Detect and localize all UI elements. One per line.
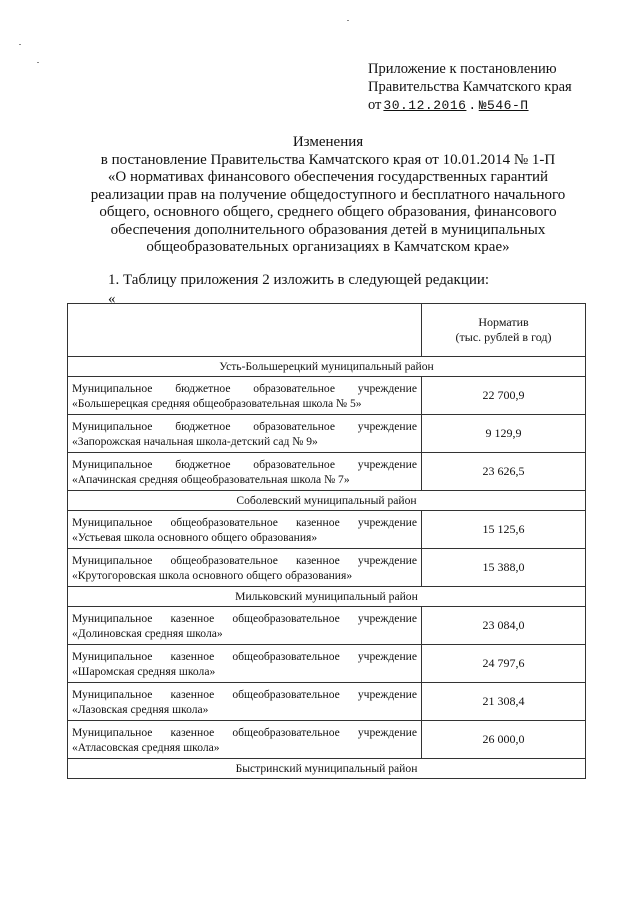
district-name: Мильковский муниципальный район [68, 587, 586, 607]
district-row [68, 759, 586, 779]
district-name: Усть-Большерецкий муниципальный район [68, 357, 586, 377]
scan-speck [347, 20, 349, 21]
institution-type: Муниципальное казенное общеобразовательное учреждение [72, 687, 417, 701]
institution-name: «Долиновская средняя школа» [72, 626, 223, 640]
institution-name-cell [68, 721, 422, 759]
table-row [68, 607, 586, 645]
institution-name: «Шаромская средняя школа» [72, 664, 216, 678]
normative-value: 24 797,6 [422, 645, 586, 683]
institution-name-cell [68, 683, 422, 721]
table-row [68, 511, 586, 549]
normative-value: 23 084,0 [422, 607, 586, 645]
appendix-date-prefix: от [368, 97, 382, 113]
institution-name-cell [68, 645, 422, 683]
institution-name-cell [68, 549, 422, 587]
institution-type: Муниципальное казенное общеобразовательное учреждение [72, 611, 417, 625]
header-normative-line-2: (тыс. рублей в год) [455, 330, 552, 344]
normative-value: 15 125,6 [422, 511, 586, 549]
table-row [68, 549, 586, 587]
normative-value: 23 626,5 [422, 453, 586, 491]
institution-type: Муниципальное казенное общеобразовательное учреждение [72, 649, 417, 663]
intro-paragraph: 1. Таблицу приложения 2 изложить в следующей редакции: [108, 272, 490, 288]
title-line-3: реализации прав на получение общедоступного и бесплатного начального [90, 186, 566, 203]
scan-speck [19, 44, 21, 45]
normative-value: 26 000,0 [422, 721, 586, 759]
document-title [70, 134, 586, 257]
appendix-line-1: Приложение к постановлению [368, 61, 557, 77]
institution-name-cell [68, 415, 422, 453]
district-name: Соболевский муниципальный район [68, 491, 586, 511]
appendix-date: 30.12.2016 [383, 98, 467, 113]
appendix-date-line [368, 96, 630, 115]
title-line-2: «О нормативах финансового обеспечения государственных гарантий [107, 169, 549, 185]
district-row [68, 491, 586, 511]
institution-name: «Запорожская начальная школа-детский сад № 9» [72, 434, 318, 448]
scan-speck [37, 62, 39, 63]
title-heading: Изменения [292, 134, 364, 150]
appendix-number: №546-П [478, 98, 529, 113]
appendix-line-2: Правительства Камчатского края [368, 79, 572, 95]
appendix-date-separator: . [468, 98, 477, 113]
institution-type: Муниципальное общеобразовательное казенное учреждение [72, 553, 417, 567]
institution-name: «Крутогоровская школа основного общего образования» [72, 568, 353, 582]
institution-name-cell [68, 377, 422, 415]
normative-value: 21 308,4 [422, 683, 586, 721]
header-cell-normative [422, 304, 586, 357]
institution-name: «Лазовская средняя школа» [72, 702, 209, 716]
district-row [68, 587, 586, 607]
title-line-4: общего, основного общего, среднего общего образования, финансового [99, 204, 557, 220]
normative-value: 15 388,0 [422, 549, 586, 587]
district-name: Быстринский муниципальный район [68, 759, 586, 779]
institution-name-cell [68, 607, 422, 645]
header-normative-line-1: Норматив [478, 315, 529, 329]
institution-name-cell [68, 453, 422, 491]
opening-quote: « [108, 291, 116, 307]
table-row [68, 645, 586, 683]
table-row [68, 453, 586, 491]
table-row [68, 721, 586, 759]
title-line-5: обеспечения дополнительного образования детей в муниципальных [110, 221, 546, 238]
normative-value: 9 129,9 [422, 415, 586, 453]
institution-type: Муниципальное бюджетное образовательное учреждение [72, 457, 417, 471]
institution-name: «Атласовская средняя школа» [72, 740, 220, 754]
title-line-1: в постановление Правительства Камчатского края от 10.01.2014 № 1-П [100, 151, 556, 168]
table-row [68, 415, 586, 453]
normative-value: 22 700,9 [422, 377, 586, 415]
institution-name: «Апачинская средняя общеобразовательная школа № 7» [72, 472, 350, 486]
institution-name: «Большерецкая средняя общеобразовательная школа № 5» [72, 396, 362, 410]
institution-name: «Устьевая школа основного общего образования» [72, 530, 318, 544]
institution-type: Муниципальное общеобразовательное казенное учреждение [72, 515, 417, 529]
institution-type: Муниципальное бюджетное образовательное учреждение [72, 381, 417, 395]
institution-type: Муниципальное бюджетное образовательное учреждение [72, 419, 417, 433]
institution-name-cell [68, 511, 422, 549]
header-cell-name [68, 304, 422, 357]
district-row [68, 357, 586, 377]
normatives-table [67, 303, 586, 779]
table-header-row [68, 304, 586, 357]
institution-type: Муниципальное казенное общеобразовательное учреждение [72, 725, 417, 739]
title-line-6: общеобразовательных организациях в Камчатском крае» [146, 239, 510, 255]
table-row [68, 683, 586, 721]
appendix-header [368, 60, 630, 115]
table-row [68, 377, 586, 415]
